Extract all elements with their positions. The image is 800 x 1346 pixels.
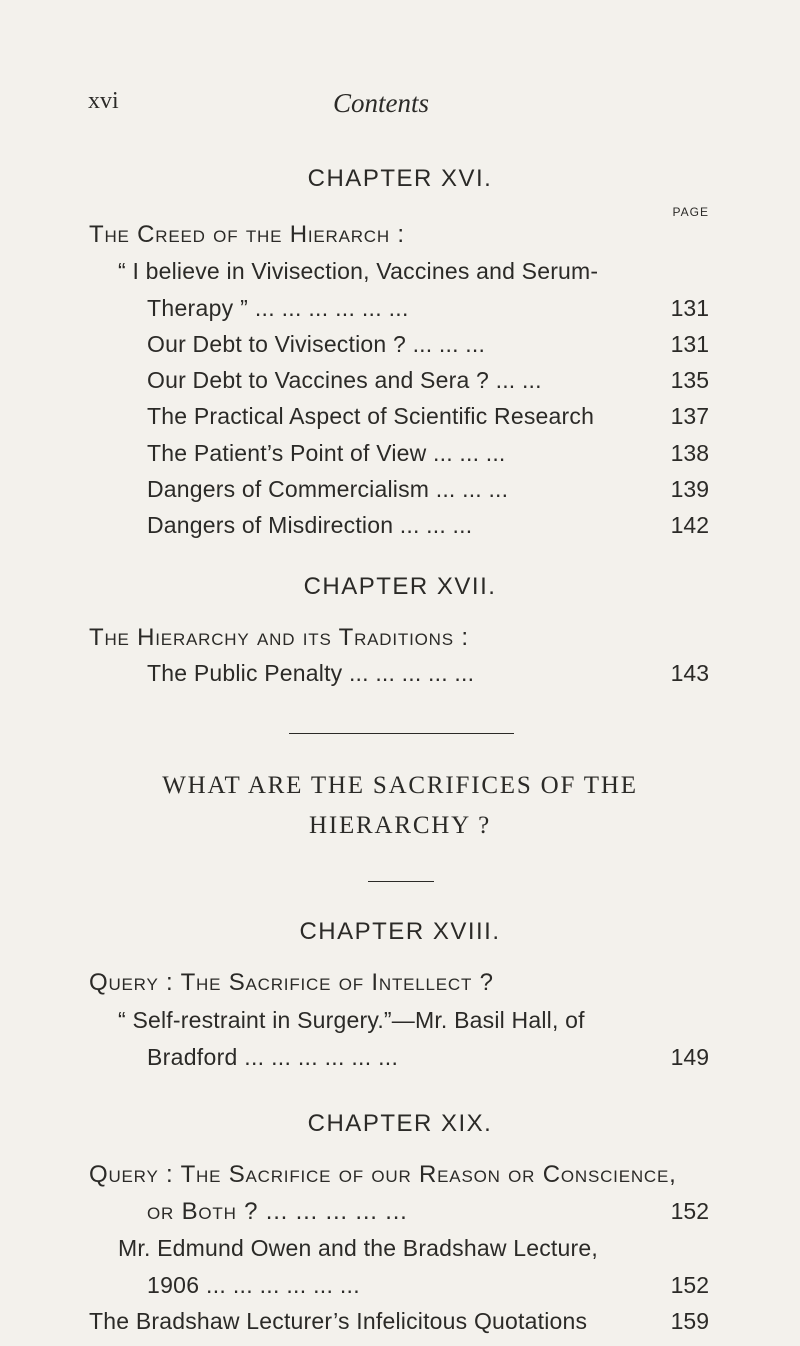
toc-page-number: 137 xyxy=(670,403,709,429)
part-heading: WHAT ARE THE SACRIFICES OF THE xyxy=(162,772,638,799)
toc-page-number: 159 xyxy=(670,1308,709,1334)
toc-page-number: 142 xyxy=(670,512,709,538)
toc-page-number: 152 xyxy=(670,1198,709,1224)
section-heading: Query : The Sacrifice of our Reason or Conscience, xyxy=(89,1161,677,1188)
toc-page-number: 131 xyxy=(670,331,709,357)
divider-rule xyxy=(289,733,514,734)
section-heading: or Both ? ... ... ... ... ... xyxy=(147,1198,408,1225)
section-heading: The Hierarchy and its Traditions : xyxy=(89,624,469,651)
toc-page-number: 152 xyxy=(670,1272,709,1298)
toc-page-number: 138 xyxy=(670,440,709,466)
running-title: Contents xyxy=(333,88,430,118)
chapter-heading: CHAPTER XVII. xyxy=(303,573,497,600)
toc-entry-title: 1906 ... ... ... ... ... ... xyxy=(147,1272,360,1298)
toc-page-number: 143 xyxy=(670,660,709,686)
page-column-label: PAGE xyxy=(672,205,709,219)
toc-entry-title: The Practical Aspect of Scientific Research xyxy=(147,403,595,429)
toc-entry-title: Bradford ... ... ... ... ... ... xyxy=(147,1044,399,1070)
toc-entry-title: The Patient’s Point of View ... ... ... xyxy=(147,440,506,466)
part-heading: HIERARCHY ? xyxy=(308,812,492,839)
toc-entry-title: Dangers of Misdirection ... ... ... xyxy=(147,512,473,538)
toc-entry-title: Our Debt to Vaccines and Sera ? ... ... xyxy=(147,367,542,393)
toc-entry-title: Dangers of Commercialism ... ... ... xyxy=(147,476,509,502)
toc-page-number: 139 xyxy=(670,476,709,502)
toc-entry-title: “ Self-restraint in Surgery.”—Mr. Basil Hall, of xyxy=(118,1007,585,1033)
toc-entry-title: The Bradshaw Lecturer’s Infelicitous Quotations xyxy=(89,1308,588,1334)
toc-entry-title: Our Debt to Vivisection ? ... ... ... xyxy=(147,331,486,357)
toc-entry-title: “ I believe in Vivisection, Vaccines and Serum- xyxy=(118,258,599,284)
page-number-roman: xvi xyxy=(88,88,119,114)
chapter-heading: CHAPTER XIX. xyxy=(307,1110,493,1137)
chapter-heading: CHAPTER XVI. xyxy=(307,165,493,192)
toc-page-number: 131 xyxy=(670,295,709,321)
toc-entry-title: Therapy ” ... ... ... ... ... ... xyxy=(147,295,409,321)
divider-rule xyxy=(368,881,434,882)
section-heading: The Creed of the Hierarch : xyxy=(89,221,405,248)
toc-entry-title: The Public Penalty ... ... ... ... ... xyxy=(147,660,475,686)
toc-entry-title: Mr. Edmund Owen and the Bradshaw Lecture, xyxy=(118,1235,598,1261)
section-heading: Query : The Sacrifice of Intellect ? xyxy=(89,969,494,996)
chapter-heading: CHAPTER XVIII. xyxy=(299,918,501,945)
toc-page-number: 149 xyxy=(670,1044,709,1070)
toc-page-number: 135 xyxy=(670,367,709,393)
